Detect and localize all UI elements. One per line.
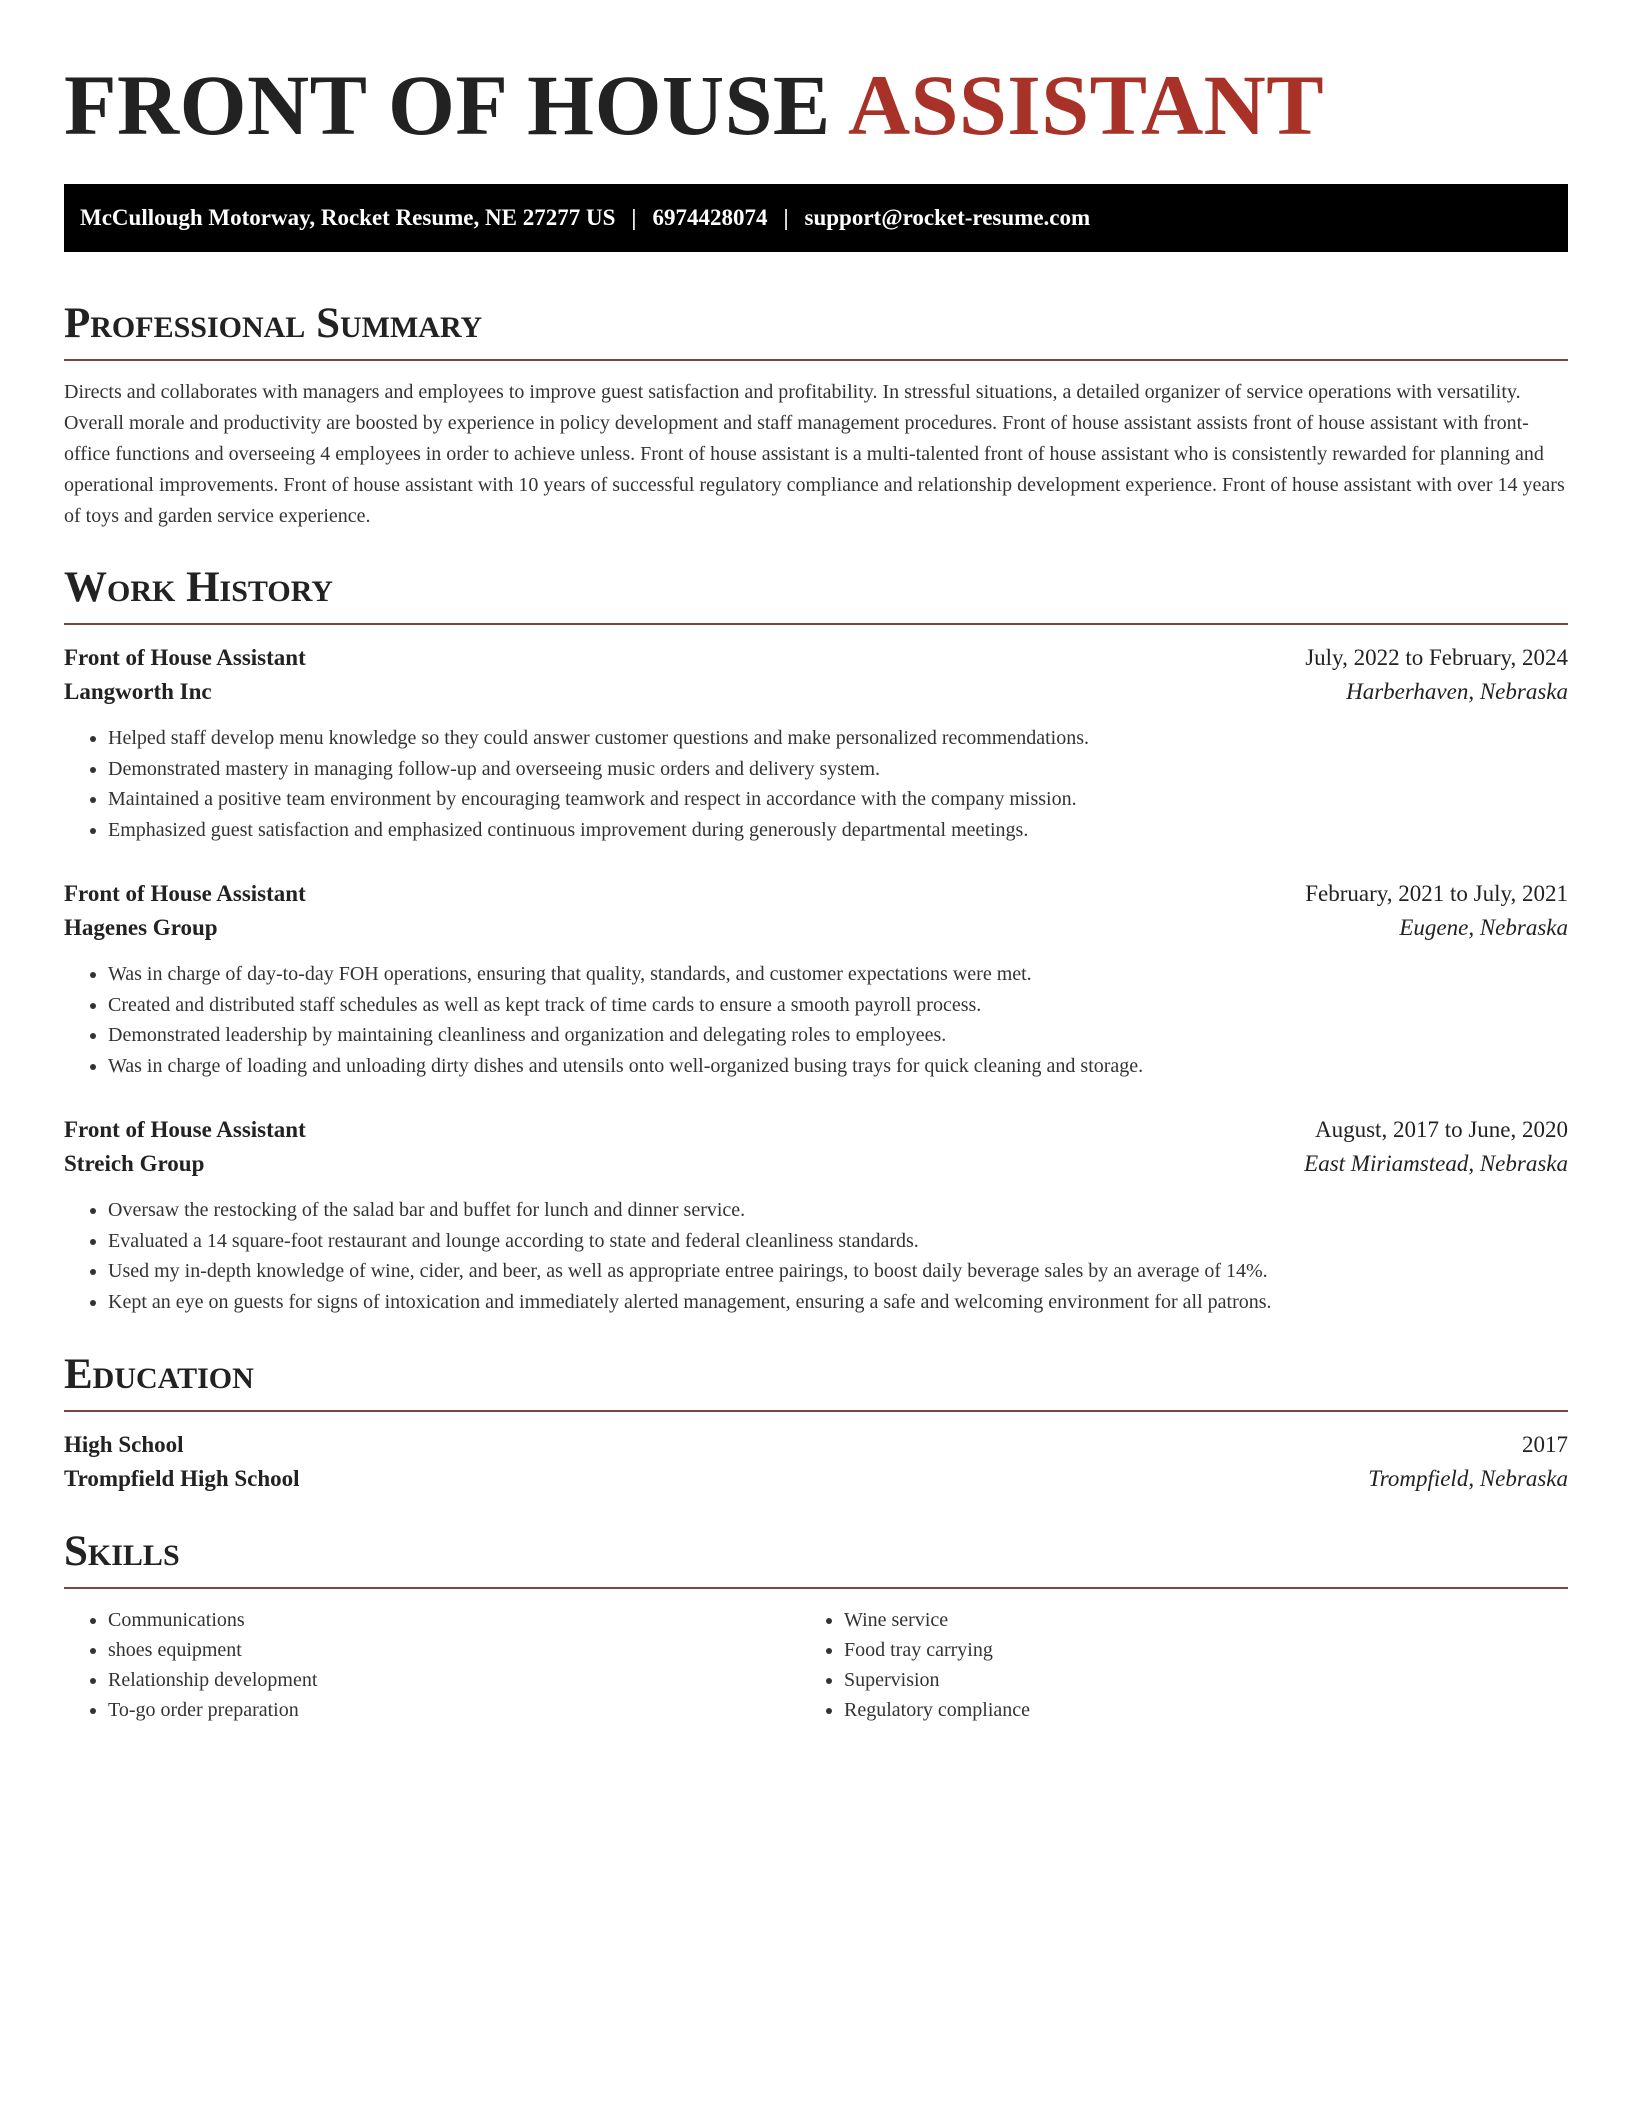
contact-separator: | — [783, 205, 789, 230]
skills-column-right — [800, 1605, 1536, 1725]
job-bullet: • Evaluated a 14 square-foot restaurant and lounge according to state and federal cleanliness standards. — [108, 1226, 1568, 1257]
education-year: 2017 — [1522, 1432, 1568, 1457]
job-bullets — [64, 959, 1568, 1081]
summary-text: Directs and collaborates with managers and employees to improve guest satisfaction and profitability. In stressful situations, a detailed organizer of service operations with versatility. Overall morale and productivity are boosted by experience in policy development and staff management procedures. Front of house assistant assists front of house assistant with front-office functions and overseeing 4 employees in order to achieve unless. Front of house assistant is a multi-talented front of house assistant who is consistently rewarded for planning and operational improvements. Front of house assistant with 10 years of successful regulatory compliance and relationship development experience. Front of house assistant with over 14 years of toys and garden service experience. — [64, 381, 1565, 527]
job-bullet: • Was in charge of day-to-day FOH operations, ensuring that quality, standards, and customer expectations were met. — [108, 959, 1568, 990]
contact-phone: 6974428074 — [652, 205, 768, 230]
job-bullet: • Emphasized guest satisfaction and emphasized continuous improvement during generously departmental meetings. — [108, 815, 1568, 846]
skill-item: • Wine service — [844, 1605, 1536, 1635]
job-title: Front of House Assistant — [64, 1117, 306, 1142]
job-company: Streich Group — [64, 1151, 205, 1176]
skill-item: • Supervision — [844, 1665, 1536, 1695]
work-history-heading: Work History — [64, 566, 1568, 625]
job-company: Langworth Inc — [64, 679, 212, 704]
resume-title — [64, 56, 1568, 153]
job-bullet: • Was in charge of loading and unloading dirty dishes and utensils onto well-organized busing trays for quick cleaning and storage. — [108, 1051, 1568, 1082]
job-title: Front of House Assistant — [64, 881, 306, 906]
job-title: Front of House Assistant — [64, 645, 306, 670]
contact-email: support@rocket-resume.com — [804, 205, 1091, 230]
skill-item: • To-go order preparation — [108, 1695, 800, 1725]
skill-item: • Communications — [108, 1605, 800, 1635]
job-dates: July, 2022 to February, 2024 — [1305, 645, 1568, 670]
summary-heading: Professional Summary — [64, 302, 1568, 361]
skills-heading: Skills — [64, 1530, 1568, 1589]
skills-column-left — [64, 1605, 800, 1725]
job-company: Hagenes Group — [64, 915, 218, 940]
job-location: East Miriamstead, Nebraska — [1304, 1151, 1568, 1176]
skill-item: • Relationship development — [108, 1665, 800, 1695]
job-bullet: • Maintained a positive team environment by encouraging teamwork and respect in accordance with the company mission. — [108, 784, 1568, 815]
job-bullet: • Demonstrated mastery in managing follow-up and overseeing music orders and delivery system. — [108, 754, 1568, 785]
job-bullet: • Kept an eye on guests for signs of intoxication and immediately alerted management, ensuring a safe and welcoming environment for all patrons. — [108, 1287, 1568, 1318]
education-location: Trompfield, Nebraska — [1368, 1466, 1568, 1491]
job-bullet: • Oversaw the restocking of the salad bar and buffet for lunch and dinner service. — [108, 1195, 1568, 1226]
education-degree: High School — [64, 1432, 184, 1457]
job-entry — [64, 881, 1568, 1081]
job-entry — [64, 645, 1568, 845]
education-school: Trompfield High School — [64, 1466, 300, 1491]
job-entry — [64, 1117, 1568, 1317]
contact-address: McCullough Motorway, Rocket Resume, NE 27277 US — [80, 205, 616, 230]
job-bullet: • Used my in-depth knowledge of wine, cider, and beer, as well as appropriate entree pairings, to boost daily beverage sales by an average of 14%. — [108, 1256, 1568, 1287]
skills-list — [64, 1605, 1568, 1725]
job-bullets — [64, 723, 1568, 845]
job-bullet: • Demonstrated leadership by maintaining cleanliness and organization and delegating roles to employees. — [108, 1020, 1568, 1051]
job-dates: August, 2017 to June, 2020 — [1315, 1117, 1568, 1142]
skill-item: • shoes equipment — [108, 1635, 800, 1665]
contact-separator: | — [631, 205, 637, 230]
job-location: Eugene, Nebraska — [1399, 915, 1568, 940]
job-bullet: • Created and distributed staff schedules as well as kept track of time cards to ensure a smooth payroll process. — [108, 990, 1568, 1021]
title-main: FRONT OF HOUSE — [64, 57, 831, 153]
contact-bar — [64, 184, 1568, 252]
job-location: Harberhaven, Nebraska — [1346, 679, 1568, 704]
job-bullets — [64, 1195, 1568, 1317]
skill-item: • Food tray carrying — [844, 1635, 1536, 1665]
title-accent: ASSISTANT — [848, 57, 1325, 153]
skill-item: • Regulatory compliance — [844, 1695, 1536, 1725]
education-heading: Education — [64, 1353, 1568, 1412]
job-bullet: • Helped staff develop menu knowledge so they could answer customer questions and make personalized recommendations. — [108, 723, 1568, 754]
education-entry — [64, 1432, 1568, 1492]
job-dates: February, 2021 to July, 2021 — [1305, 881, 1568, 906]
